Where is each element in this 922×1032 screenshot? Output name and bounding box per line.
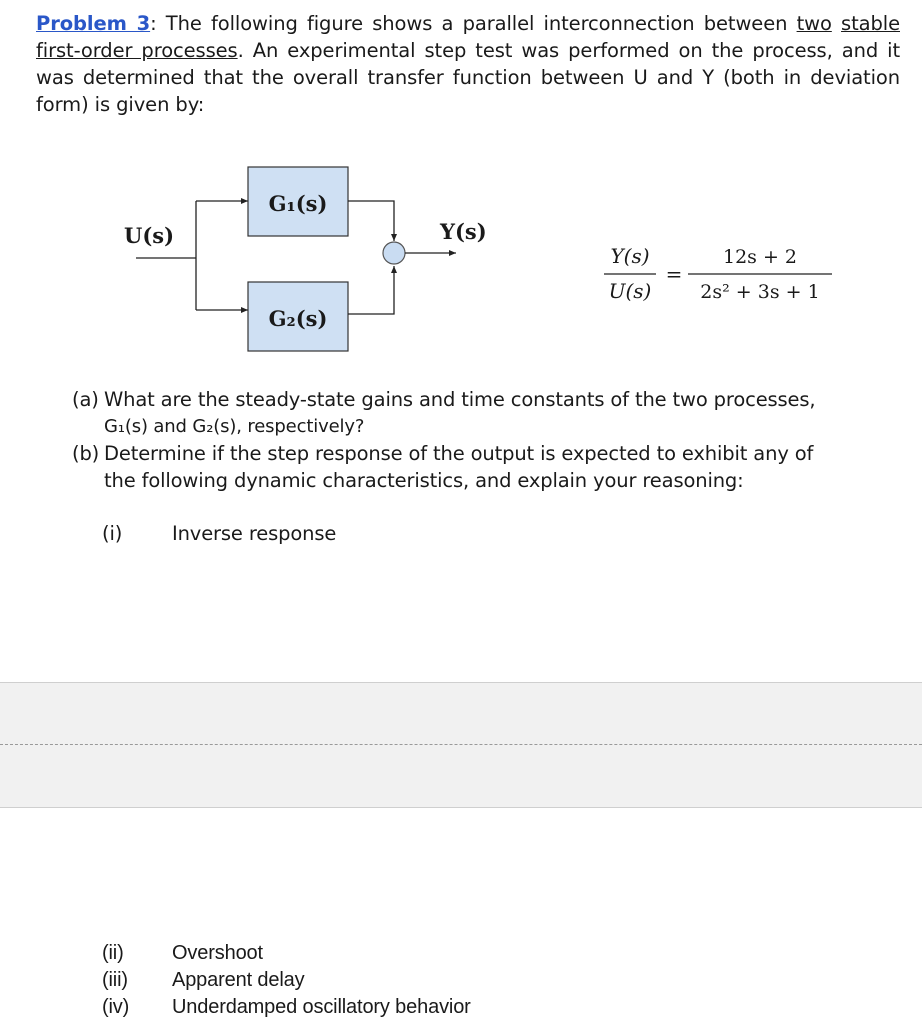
- g1-output-line: [348, 201, 394, 241]
- characteristic-item: [102, 994, 602, 1021]
- g2-output-line: [348, 266, 394, 314]
- question-b-line-2: the following dynamic characteristics, and explain your reasoning:: [104, 469, 744, 492]
- characteristic-text: Overshoot: [172, 942, 263, 964]
- block-g1-label: G₁(s): [268, 191, 328, 216]
- problem-intro: [36, 10, 900, 118]
- characteristic-item: [102, 940, 602, 967]
- question-list: [72, 386, 912, 494]
- question-a-label: (a): [72, 388, 99, 411]
- problem-label: Problem 3: [36, 12, 151, 35]
- intro-underlined-stable: stable first-order processes: [36, 12, 900, 62]
- summing-junction: [383, 242, 405, 264]
- page-break: [0, 682, 922, 808]
- intro-text-1: : The following figure shows a parallel interconnection between: [150, 12, 797, 35]
- characteristic-item: [102, 520, 502, 547]
- characteristic-number: (iii): [102, 969, 128, 991]
- tf-lhs-denominator: U(s): [608, 279, 652, 303]
- intro-underlined-two: two: [796, 12, 832, 35]
- input-label: U(s): [124, 223, 175, 248]
- tf-lhs-numerator: Y(s): [610, 244, 650, 268]
- characteristic-number: (ii): [102, 942, 124, 964]
- block-diagram: [0, 150, 922, 370]
- characteristic-number: (iv): [102, 996, 130, 1018]
- tf-rhs-numerator: 12s + 2: [722, 246, 798, 268]
- question-b-label: (b): [72, 442, 100, 465]
- characteristic-item: [102, 967, 602, 994]
- block-g2-label: G₂(s): [268, 306, 328, 331]
- characteristic-text: Underdamped oscillatory behavior: [172, 996, 471, 1018]
- characteristic-number: (i): [102, 522, 123, 545]
- question-b-line-1: Determine if the step response of the output is expected to exhibit any of: [104, 442, 814, 465]
- question-b: [72, 440, 912, 494]
- transfer-function: [604, 244, 832, 303]
- page-break-dashed-line: [0, 744, 922, 745]
- characteristic-text: Inverse response: [172, 522, 337, 545]
- output-label: Y(s): [440, 219, 487, 244]
- question-a-line-1: What are the steady-state gains and time constants of the two processes,: [104, 388, 816, 411]
- question-a: [72, 386, 912, 440]
- tf-equals-sign: =: [665, 262, 683, 286]
- question-a-line-2: G₁(s) and G₂(s), respectively?: [104, 416, 365, 437]
- tf-rhs-denominator: 2s² + 3s + 1: [700, 281, 820, 303]
- characteristic-text: Apparent delay: [172, 969, 305, 991]
- intro-text-2: . An experimental step test was performed on the process, and it was determined that the overall transfer function between U and Y (both in deviation form) is given by:: [36, 39, 900, 116]
